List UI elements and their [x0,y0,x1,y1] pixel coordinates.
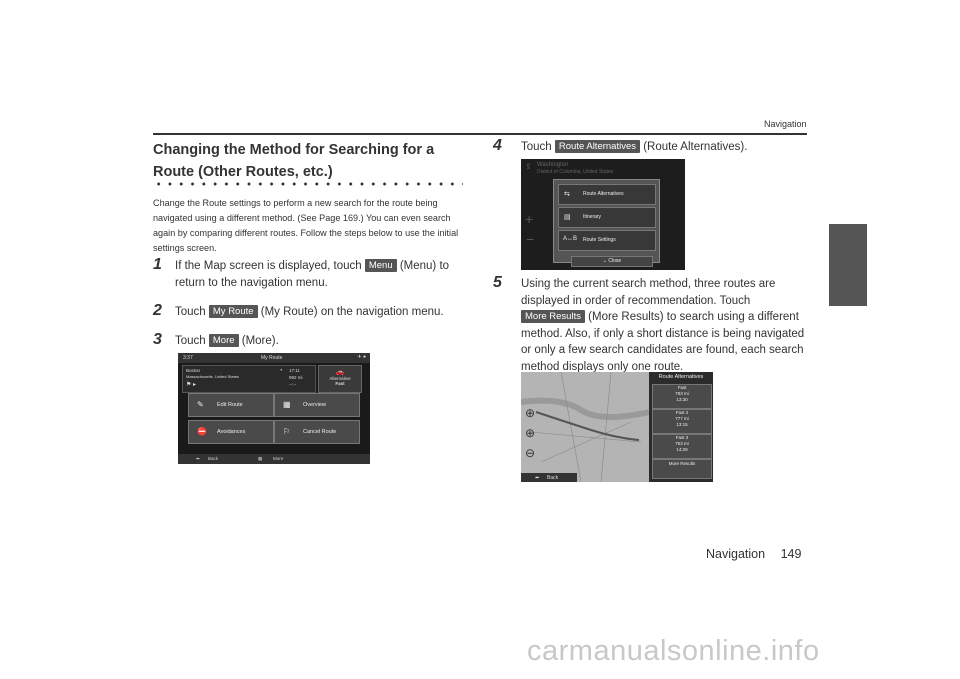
step-2-text: Touch [175,306,206,318]
route-1-time: 13:30 [676,397,688,402]
step-1-text: If the Map screen is displayed, touch [175,260,362,272]
flag-icon: ⚐ [283,427,291,436]
more-button[interactable]: More [209,334,239,347]
step-2 [153,304,463,321]
step-2-number: 2 [153,302,162,319]
screen-top-bar [178,353,370,363]
route-info-box [182,365,316,393]
dotted-divider [153,181,463,187]
route-alternatives-screenshot [521,372,713,482]
step-4-text: Touch [521,141,552,153]
route-alternatives-button[interactable]: Route Alternatives [555,140,640,153]
route-option-3[interactable] [652,434,712,459]
clock-text: 3:37 [183,355,193,361]
route-3-time: 14:29 [676,447,688,452]
destination-region: Massachusetts, United States [186,374,239,379]
region-text: District of Columbia, United States [537,169,614,175]
chevron-down-icon: ⌄ [602,258,609,264]
step-2-text-after: (My Route) on the navigation menu. [260,306,444,318]
more-dialog [553,179,660,263]
remaining-text: --:-- [289,382,297,387]
watermark-text: carmanualsonline.info [527,635,820,667]
alternative-label: Alternative [329,376,351,381]
overview-button[interactable] [274,393,360,417]
my-route-button[interactable]: My Route [209,305,258,318]
route-2-distance: 777 mi [675,416,689,421]
running-header: Navigation [764,119,807,129]
step-5-text: Using the current search method, three routes are displayed in order of recommendation. Touch [521,278,776,307]
footer-section: Navigation [706,547,766,561]
eta-text: 17:11 [289,368,300,373]
route-settings-label: Route Settings [583,237,616,243]
zoom-in-icon[interactable]: + [525,211,534,227]
map-icon: ▦ [283,400,291,409]
avoid-icon: ⛔ [197,427,207,436]
avoidances-label: Avoidances [217,429,246,435]
more-menu-screenshot [521,159,685,270]
route-3-distance: 753 mi [675,441,689,446]
step-1-text-after: (Menu) to return to the navigation menu. [175,260,450,289]
zoom-out-icon[interactable]: − [526,231,535,247]
more-grid-icon: ▦ [258,456,263,461]
screen-bottom-bar [178,454,370,464]
zoom-in-icon[interactable]: ⊕ [525,406,536,420]
section-title: Changing the Method for Searching for a Route (Other Routes, etc.) [153,142,435,180]
page-number: 149 [780,547,802,561]
city-text: Washington [537,162,569,168]
close-label: Close [608,258,622,264]
header-rule [153,133,807,135]
back-button[interactable]: Back [208,456,219,461]
alternatives-arrows-icon: ⇆ [564,191,570,198]
step-5-text-after: (More Results) to search using a different method. Also, if only a short distance is being navigated or only a few search candidates are found, each search method displays only one route. [521,311,805,373]
cancel-route-button[interactable] [274,420,360,444]
more-results-label: More Results [668,461,696,466]
page-footer [706,547,801,561]
more-results-button[interactable]: More Results [521,310,585,323]
itinerary-label: Itinerary [583,214,602,220]
edit-route-label: Edit Route [217,402,243,408]
traffic-icon: ⚑ ▸ [186,382,197,388]
car-icon: 🚗 [335,369,345,376]
route-alternatives-label: Route Alternatives [583,191,624,197]
step-4 [493,139,813,156]
clock-icon: ◔ [279,368,283,374]
route-option-2[interactable] [652,409,712,434]
step-4-number: 4 [493,137,502,154]
destination-text: Boston [186,368,201,373]
route-1-distance: 793 mi [675,391,689,396]
itinerary-icon: ▤ [564,214,571,221]
route-1-name: Fast [677,385,687,390]
pencil-icon: ✎ [197,400,204,409]
intro-paragraph: Change the Route settings to perform a new search for the route being navigated using a different method. (See Page 169.) You can even search again by comparing different routes. Follow the steps below to use the initial settings screen. [153,198,459,253]
step-3-number: 3 [153,331,162,348]
more-softkey[interactable]: More [273,456,284,461]
my-route-screenshot [178,353,370,464]
route-2-time: 13:15 [676,422,688,427]
step-3-text-after: (More). [241,335,279,347]
itinerary-option[interactable] [558,207,656,228]
signal-icon: ✈ ● [357,354,366,360]
cancel-route-label: Cancel Route [303,429,337,435]
zoom-out-icon[interactable]: ⊖ [525,446,536,460]
back-arrow-icon: ⬅ [535,475,540,481]
map-lines [521,372,649,482]
chapter-tab [829,224,867,306]
more-results-option[interactable] [652,459,712,479]
step-4-text-after: (Route Alternatives). [643,141,748,153]
step-5-number: 5 [493,274,502,291]
close-button[interactable] [571,256,653,267]
overview-label: Overview [303,402,326,408]
route-alternatives-option[interactable] [558,184,656,205]
alternative-value: Fast [335,381,345,386]
step-1-number: 1 [153,256,162,273]
route-settings-option[interactable] [558,230,656,251]
route-3-name: Fast 3 [675,435,689,440]
avoidances-button[interactable] [188,420,274,444]
step-3 [153,333,463,350]
panel-title: Route Alternatives [658,374,704,380]
route-option-1[interactable] [652,384,712,409]
alternative-button[interactable] [318,365,362,393]
back-arrow-icon: ⬅ [196,456,200,461]
map-back-bar[interactable] [521,473,577,482]
edit-route-button[interactable] [188,393,274,417]
distance-text: 992 mi [289,375,303,380]
menu-button[interactable]: Menu [365,259,397,272]
nav-arrow-icon: ⇪ [525,162,532,171]
step-3-text: Touch [175,335,206,347]
back-label: Back [547,475,559,481]
alternatives-panel [649,372,713,482]
route-2-name: Fast 2 [675,410,689,415]
route-settings-icon: A↔B [563,236,578,242]
screen-title: My Route [261,355,283,361]
step-1 [153,258,463,291]
route-map [521,372,649,482]
step-5 [493,276,813,375]
zoom-icon[interactable]: ⊕ [525,426,536,440]
